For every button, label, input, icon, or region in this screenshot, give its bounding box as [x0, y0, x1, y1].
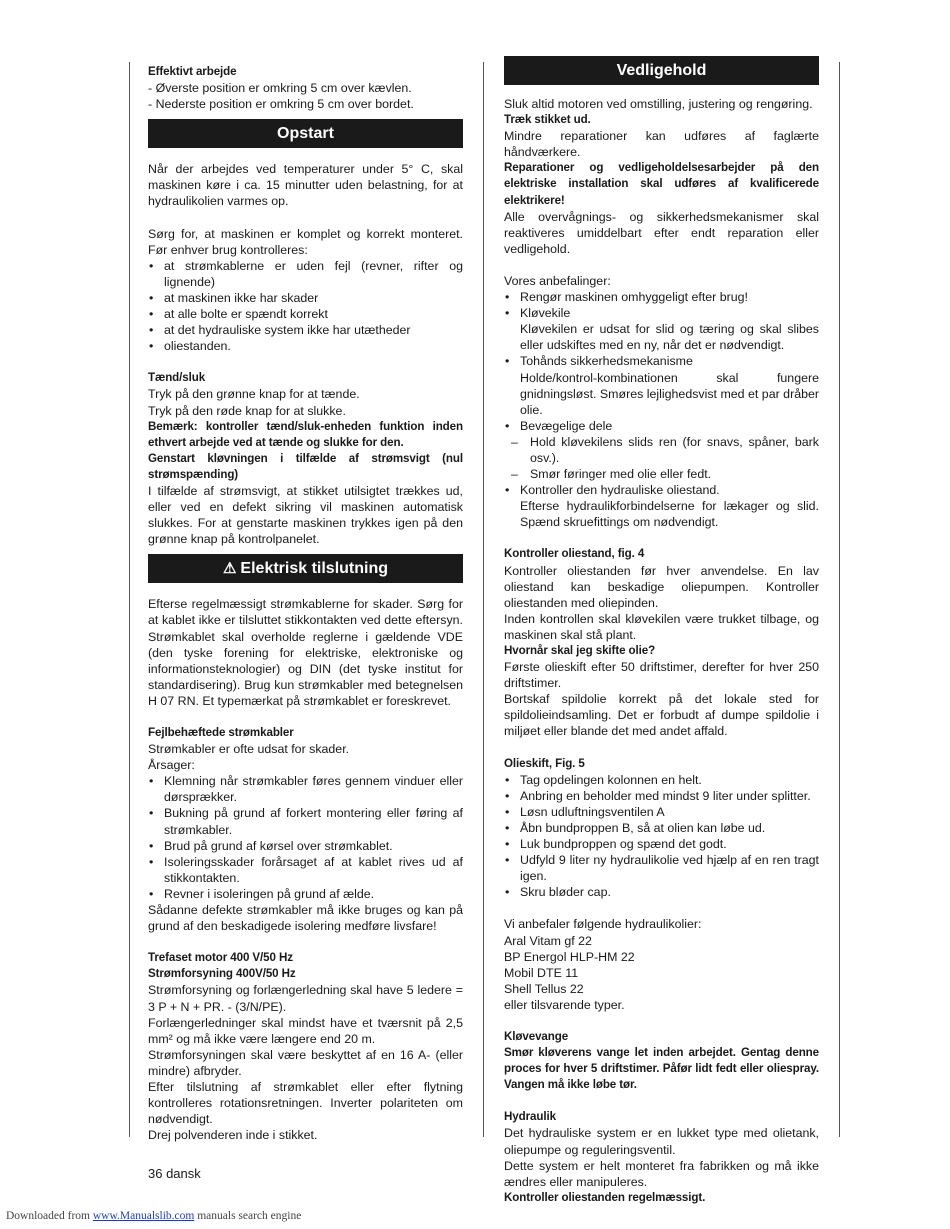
list-item	[504, 418, 819, 482]
hydraulik-bold: Kontroller oliestanden regelmæssigt.	[504, 1190, 706, 1204]
list-item-text: Efterse hydraulikforbindelserne for lækager og slid. Spænd skruefittings om nødvendigt.	[520, 499, 819, 530]
list-item: • Luk bundproppen og spænd det godt.	[504, 836, 819, 852]
oil-recommend-intro: Vi anbefaler følgende hydraulikolier:	[504, 917, 702, 932]
elektrisk-paragraph: Efterse regelmæssigt strømkablerne for skader. Sørg for at kablet ikke er tilsluttet stikkontakten ved dette eftersyn. Strømkablet skal overholde reglerne i gældende VDE (den tyske forening for elektriske, elektroniske og informationsteknologier) og DIN (det tyske institut for standardisering). Brug kun strømkabler med betegnelsen H 07 RN. Et typemærkat på strømkablet er foreskrevet.	[148, 597, 463, 708]
list-item-text: Holde/kontrol-kombinationen skal fungere gnidningsløst. Smøres lejlighedsvist med et par dråber olie.	[520, 370, 819, 417]
opstart-paragraph: Når der arbejdes ved temperaturer under 5° C, skal maskinen køre i ca. 15 minutter uden belastning, for at hydraulikolien varmes op.	[148, 162, 463, 209]
trefaset-paragraph: Strømforsyning og forlængerledning skal have 5 ledere = 3 P + N + PR. - (3/N/PE).	[148, 983, 463, 1014]
fejl-paragraph: Sådanne defekte strømkabler må ikke bruges og kan på grund af den beskadigede isolering medføre livsfare!	[148, 903, 463, 934]
list-item: • at alle bolte er spændt korrekt	[148, 306, 463, 322]
list-item	[504, 305, 819, 353]
column-rule-right	[839, 62, 840, 1137]
olieskift-steps	[504, 772, 819, 901]
column-rule-middle	[483, 62, 484, 1137]
taend-line: Tryk på den røde knap for at slukke.	[148, 403, 346, 418]
recommendations-intro: Vores anbefalinger:	[504, 273, 611, 288]
list-item: • Løsn udluftningsventilen A	[504, 804, 819, 820]
credit-suffix: manuals search engine	[194, 1210, 302, 1222]
oliestand-paragraph: Inden kontrollen skal kløvekilen være trukket tilbage, og maskinen skal stå plant.	[504, 611, 819, 642]
list-item: • at strømkablerne er uden fejl (revner, rifter og lignende)	[148, 258, 463, 290]
effektivt-line: - Øverste position er omkring 5 cm over kævlen.	[148, 81, 412, 96]
trefaset-heading: Trefaset motor 400 V/50 Hz	[148, 951, 293, 965]
list-item: • Skru bløder cap.	[504, 884, 819, 900]
restart-paragraph: I tilfælde af strømsvigt, at stikket utilsigtet trækkes ud, eller ved en defekt sikring vil maskinen automatisk slukkes. For at genstarte maskinen trykkes igen på den grønne knap på kontrolpanelet.	[148, 483, 463, 547]
hydraulik-paragraph: Det hydrauliske system er en lukket type med olietank, oliepumpe og reguleringsventil.	[504, 1126, 819, 1157]
elektrisk-section-title	[148, 554, 463, 583]
opstart-section-title: Opstart	[148, 119, 463, 148]
vedligehold-paragraph: Mindre reparationer kan udføres af faglærte håndværkere.	[504, 129, 819, 160]
list-item: • oliestanden.	[148, 338, 463, 354]
fejl-line: Årsager:	[148, 758, 195, 773]
list-item: • Klemning når strømkabler føres gennem vinduer eller dørsprækker.	[148, 773, 463, 805]
hydraulik-paragraph: Dette system er helt monteret fra fabrikken og må ikke ændres eller manipuleres.	[504, 1158, 819, 1189]
opstart-paragraph: Sørg for, at maskinen er komplet og korrekt monteret. Før enhver brug kontrolleres:	[148, 226, 463, 257]
list-item: • Bukning på grund af forkert montering eller føring af strømkabler.	[148, 805, 463, 837]
recommendations-list	[504, 289, 819, 530]
right-column	[504, 56, 819, 1206]
effektivt-line: - Nederste position er omkring 5 cm over bordet.	[148, 97, 414, 112]
hydraulik-heading: Hydraulik	[504, 1110, 556, 1124]
list-item: • Udfyld 9 liter ny hydraulikolie ved hjælp af en ren tragt igen.	[504, 852, 819, 884]
vedligehold-bold: Træk stikket ud.	[504, 113, 591, 127]
oil-type: BP Energol HLP-HM 22	[504, 949, 635, 964]
fejl-heading: Fejlbehæftede strømkabler	[148, 726, 294, 739]
fejl-causes-list	[148, 773, 463, 902]
taend-note: Bemærk: kontroller tænd/sluk-enheden funktion inden ethvert arbejde ved at tænde og slukke for den.	[148, 419, 463, 449]
oil-type: Shell Tellus 22	[504, 981, 584, 996]
download-credit	[6, 1210, 301, 1222]
vedligehold-bold: Reparationer og vedligeholdelsesarbejder på den elektriske installation skal udføres af kvalificerede elektrikere!	[504, 161, 819, 207]
oliestand-paragraph: Kontroller oliestanden før hver anvendelse. En lav oliestand kan beskadige oliepumpen. Kontroller oliestanden med oliepinden.	[504, 563, 819, 610]
oil-type: Aral Vitam gf 22	[504, 933, 592, 948]
list-item: • Rengør maskinen omhyggeligt efter brug!	[504, 289, 819, 305]
list-item-title: • Kløvekile	[520, 306, 571, 321]
oil-type: Mobil DTE 11	[504, 965, 579, 980]
taend-line: Tryk på den grønne knap for at tænde.	[148, 387, 360, 402]
klovevange-paragraph: Smør kløverens vange let inden arbejdet. Gentag denne proces for hver 5 driftstimer. Påfør lidt fedt eller oliespray. Vangen må ikke løbe tør.	[504, 1046, 819, 1092]
warning-triangle-icon: ⚠	[222, 560, 237, 578]
elektrisk-title-text: Elektrisk tilslutning	[240, 560, 389, 578]
list-item	[504, 482, 819, 530]
dash-list	[504, 434, 819, 482]
column-rule-left	[129, 62, 130, 1137]
page-number: 36 dansk	[148, 1166, 201, 1181]
list-item: • at maskinen ikke har skader	[148, 290, 463, 306]
list-item: • Isoleringsskader forårsaget af at kablet rives ud af stikkontakten.	[148, 854, 463, 886]
taend-heading: Tænd/sluk	[148, 371, 206, 385]
vedligehold-section-title: Vedligehold	[504, 56, 819, 85]
restart-heading: Genstart kløvningen i tilfælde af strømsvigt (nul strømspænding)	[148, 451, 463, 481]
klovevange-heading: Kløvevange	[504, 1029, 569, 1043]
list-item-title: • Tohånds sikkerhedsmekanisme	[520, 354, 693, 369]
olieskift-question: Hvornår skal jeg skifte olie?	[504, 644, 656, 657]
opstart-checklist	[148, 258, 463, 355]
oil-type: eller tilsvarende typer.	[504, 997, 625, 1012]
trefaset-paragraph: Drej polvenderen inde i stikket.	[148, 1128, 318, 1143]
oliestand-paragraph: Bortskaf spildolie korrekt på det lokale sted for spildolieindsamling. Det er forbudt af dumpe spildolie i miljøet eller blande det med andet affald.	[504, 692, 819, 739]
trefaset-paragraph: Forlængerledninger skal mindst have et tværsnit på 2,5 mm² og må ikke være længere end 20 m.	[148, 1015, 463, 1046]
olieskift-heading: Olieskift, Fig. 5	[504, 756, 585, 770]
vedligehold-paragraph: Alle overvågnings- og sikkerhedsmekanismer skal reaktiveres umiddelbart efter endt reparation eller vedligehold.	[504, 209, 819, 256]
trefaset-paragraph: Efter tilslutning af strømkablet eller efter flytning kontrolleres rotationsretningen. Inverter polariteten om nødvendigt.	[148, 1079, 463, 1127]
fejl-line: Strømkabler er ofte udsat for skader.	[148, 742, 350, 757]
oliestand-heading: Kontroller oliestand, fig. 4	[504, 547, 645, 561]
stromforsyning-heading: Strømforsyning 400V/50 Hz	[148, 967, 296, 981]
dash-item: – Hold kløvekilens slids ren (for snavs, spåner, bark osv.).	[504, 434, 819, 466]
credit-prefix: Downloaded from	[6, 1210, 93, 1222]
vedligehold-paragraph: Sluk altid motoren ved omstilling, justering og rengøring.	[504, 97, 813, 111]
list-item: • Brud på grund af kørsel over strømkablet.	[148, 838, 463, 854]
list-item-title: • Bevægelige dele	[520, 418, 613, 433]
list-item-text: Kløvekilen er udsat for slid og tæring og skal slibes eller udskiftes med en ny, når det er nødvendigt.	[520, 322, 819, 353]
list-item-title: • Kontroller den hydrauliske oliestand.	[520, 483, 720, 498]
list-item: • Revner i isoleringen på grund af ælde.	[148, 886, 463, 902]
list-item: • Anbring en beholder med mindst 9 liter under splitter.	[504, 788, 819, 804]
list-item	[504, 353, 819, 417]
dash-item: – Smør føringer med olie eller fedt.	[504, 466, 819, 482]
trefaset-paragraph: Strømforsyningen skal være beskyttet af en 16 A- (eller mindre) afbryder.	[148, 1047, 463, 1078]
list-item: • Tag opdelingen kolonnen en helt.	[504, 772, 819, 788]
left-column	[148, 56, 463, 1143]
oliestand-paragraph: Første olieskift efter 50 driftstimer, derefter for hver 250 driftstimer.	[504, 660, 819, 691]
list-item: • Åbn bundproppen B, så at olien kan løbe ud.	[504, 820, 819, 836]
effektivt-heading: Effektivt arbejde	[148, 65, 237, 78]
list-item: • at det hydrauliske system ikke har utætheder	[148, 322, 463, 338]
manualslib-link[interactable]: www.Manualslib.com	[92, 1210, 195, 1222]
